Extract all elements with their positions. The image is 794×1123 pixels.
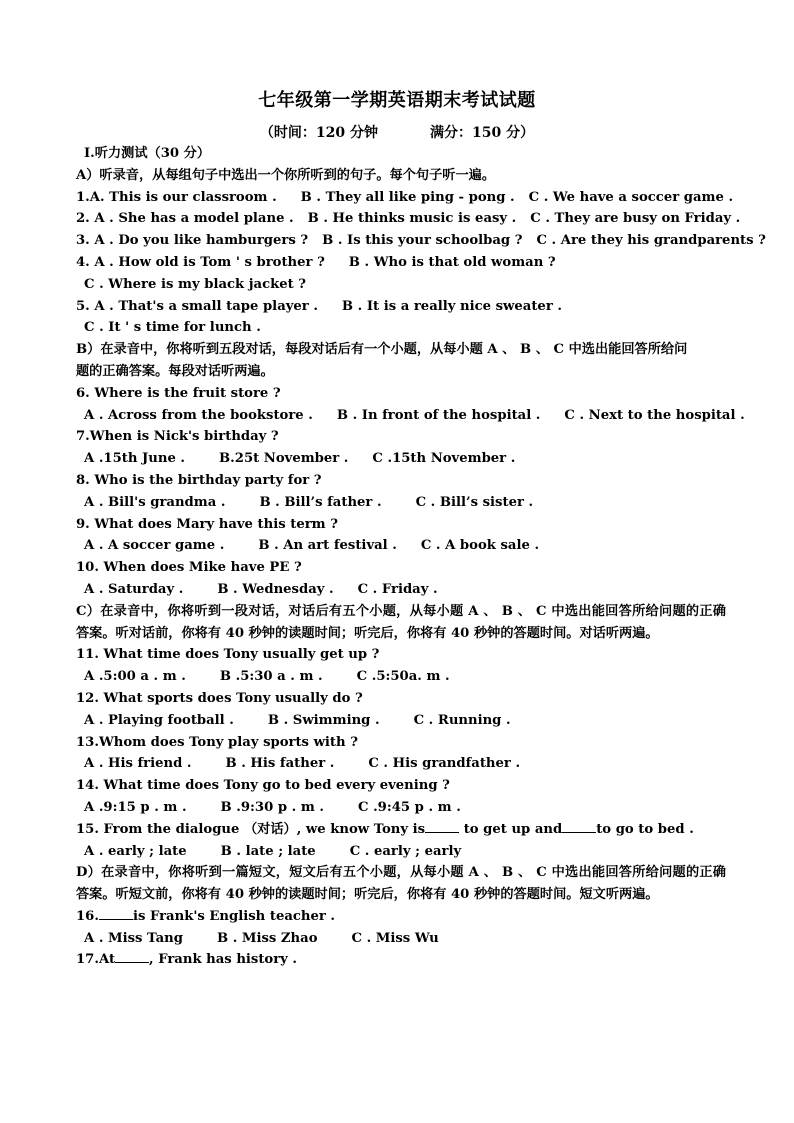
option-a: A .5:00 a . m . — [84, 669, 186, 685]
question-15-options — [76, 841, 726, 863]
exam-body — [76, 143, 766, 971]
option-b: B . They all like ping - pong . — [300, 189, 515, 205]
exam-info — [0, 122, 794, 142]
question-6: 6. Where is the fruit store ? — [76, 385, 281, 401]
option-c: C .5:50a. m . — [356, 669, 450, 685]
option-b: B . Is this your schoolbag ? — [322, 233, 523, 249]
option-b: B . It is a really nice sweater . — [341, 298, 562, 314]
question-9: 9. What does Mary have this term ? — [76, 516, 338, 532]
option-a: A . A soccer game . — [84, 538, 225, 554]
option-a: 1.A. This is our classroom . — [76, 189, 277, 205]
question-1 — [76, 187, 734, 209]
question-12-options — [76, 710, 726, 732]
question-2 — [76, 208, 741, 230]
exam-time: （时间：120 分钟 — [259, 125, 378, 141]
option-c: C . early ; early — [349, 843, 462, 859]
question-5 — [76, 296, 726, 318]
option-b: B . He thinks music is easy . — [307, 211, 517, 227]
question-11: 11. What time does Tony usually get up ? — [76, 647, 380, 663]
answer-blank[interactable] — [99, 907, 133, 920]
question-10: 10. When does Mike have PE ? — [76, 560, 302, 576]
question-8-options — [76, 492, 726, 514]
option-c: C . Are they his grandparents ? — [536, 233, 766, 249]
question-10-options — [76, 579, 726, 601]
option-c: C . Next to the hospital . — [564, 407, 745, 423]
option-c: C . Running . — [413, 712, 511, 728]
option-b: B . In front of the hospital . — [336, 407, 541, 423]
section-heading: I.听力测试（30 分） — [84, 146, 211, 161]
option-a: 4. A . How old is Tom ' s brother ? — [76, 254, 325, 270]
exam-score: 满分：150 分） — [430, 125, 535, 141]
question-9-options — [76, 535, 726, 557]
question-13-options — [76, 753, 726, 775]
option-a: A . Bill's grandma . — [84, 494, 226, 510]
question-7: 7.When is Nick's birthday ? — [76, 429, 279, 445]
option-b: B.25t November . — [219, 451, 349, 467]
part-c-instruction: C）在录音中，你将听到一段对话，对话后有五个小题，从每小题 A 、 B 、 C 中选出能回答所给问题的正确答案。听对话前，你将有 40 秒钟的读题时间；听完后，你将有 40 秒钟的答题时间。对话听两遍。 — [76, 603, 726, 641]
question-3 — [76, 230, 766, 252]
question-14: 14. What time does Tony go to bed every evening ? — [76, 778, 450, 794]
option-a: A . His friend . — [84, 756, 192, 772]
option-b: B . His father . — [225, 756, 335, 772]
option-b: B . An art festival . — [258, 538, 397, 554]
option-a: A . Playing football . — [84, 712, 234, 728]
option-c: C . They are busy on Friday . — [530, 211, 741, 227]
question-11-options — [76, 666, 726, 688]
option-a: 3. A . Do you like hamburgers ? — [76, 233, 309, 249]
option-c: C . Friday . — [357, 581, 438, 597]
part-a-instruction: A）听录音，从每组句子中选出一个你所听到的句子。每个句子听一遍。 — [76, 167, 496, 183]
question-4 — [76, 252, 726, 274]
option-c: C . Bill’s sister . — [415, 494, 534, 510]
option-b: B .9:30 p . m . — [220, 799, 324, 815]
question-8: 8. Who is the birthday party for ? — [76, 472, 322, 488]
option-a: A . Saturday . — [84, 581, 184, 597]
question-4-option-c: C . Where is my black jacket ? — [84, 276, 307, 292]
answer-blank[interactable] — [115, 950, 149, 963]
option-a: A . early ; late — [84, 843, 187, 859]
answer-blank[interactable] — [425, 820, 459, 833]
option-b: B . Miss Zhao — [216, 930, 318, 946]
question-16: 16. is Frank's English teacher . — [76, 908, 336, 924]
option-b: B . late ; late — [220, 843, 316, 859]
part-b-instruction: B）在录音中，你将听到五段对话，每段对话后有一个小题，从每小题 A 、 B 、 C 中选出能回答所给问 — [76, 342, 688, 358]
option-c: C . His grandfather . — [368, 756, 521, 772]
option-a: 2. A . She has a model plane . — [76, 211, 294, 227]
option-c: C . We have a soccer game . — [528, 189, 734, 205]
question-15: 15. From the dialogue （对话）, we know Tony is to get up and to go to bed . — [76, 821, 694, 837]
option-c: C . A book sale . — [420, 538, 540, 554]
question-16-options — [76, 928, 726, 950]
option-a: 5. A . That's a small tape player . — [76, 298, 318, 314]
option-a: A .9:15 p . m . — [84, 799, 187, 815]
option-c: C .15th November . — [372, 451, 516, 467]
option-a: A . Across from the bookstore . — [84, 407, 313, 423]
option-b: B . Wednesday . — [217, 581, 334, 597]
question-5-option-c: C . It ' s time for lunch . — [84, 320, 261, 336]
question-6-options — [76, 405, 745, 427]
option-a: A .15th June . — [84, 451, 186, 467]
question-13: 13.Whom does Tony play sports with ? — [76, 734, 358, 750]
question-7-options — [76, 448, 726, 470]
question-14-options — [76, 797, 726, 819]
part-d-instruction: D）在录音中，你将听到一篇短文，短文后有五个小题，从每小题 A 、 B 、 C 中选出能回答所给问题的正确答案。听短文前，你将有 40 秒钟的读题时间；听完后，你将有 40 秒钟的答题时间。短文听两遍。 — [76, 865, 726, 903]
option-c: C .9:45 p . m . — [358, 799, 461, 815]
option-b: B .5:30 a . m . — [219, 669, 323, 685]
option-b: B . Bill’s father . — [259, 494, 382, 510]
page-title: 七年级第一学期英语期末考试试题 — [258, 90, 536, 111]
question-17: 17.At , Frank has history . — [76, 952, 298, 968]
option-c: C . Miss Wu — [351, 930, 439, 946]
part-b-instruction-cont: 题的正确答案。每段对话听两遍。 — [76, 363, 274, 379]
answer-blank[interactable] — [562, 820, 596, 833]
option-b: B . Who is that old woman ? — [348, 254, 556, 270]
option-a: A . Miss Tang — [84, 930, 183, 946]
option-b: B . Swimming . — [267, 712, 380, 728]
question-12: 12. What sports does Tony usually do ? — [76, 690, 363, 706]
